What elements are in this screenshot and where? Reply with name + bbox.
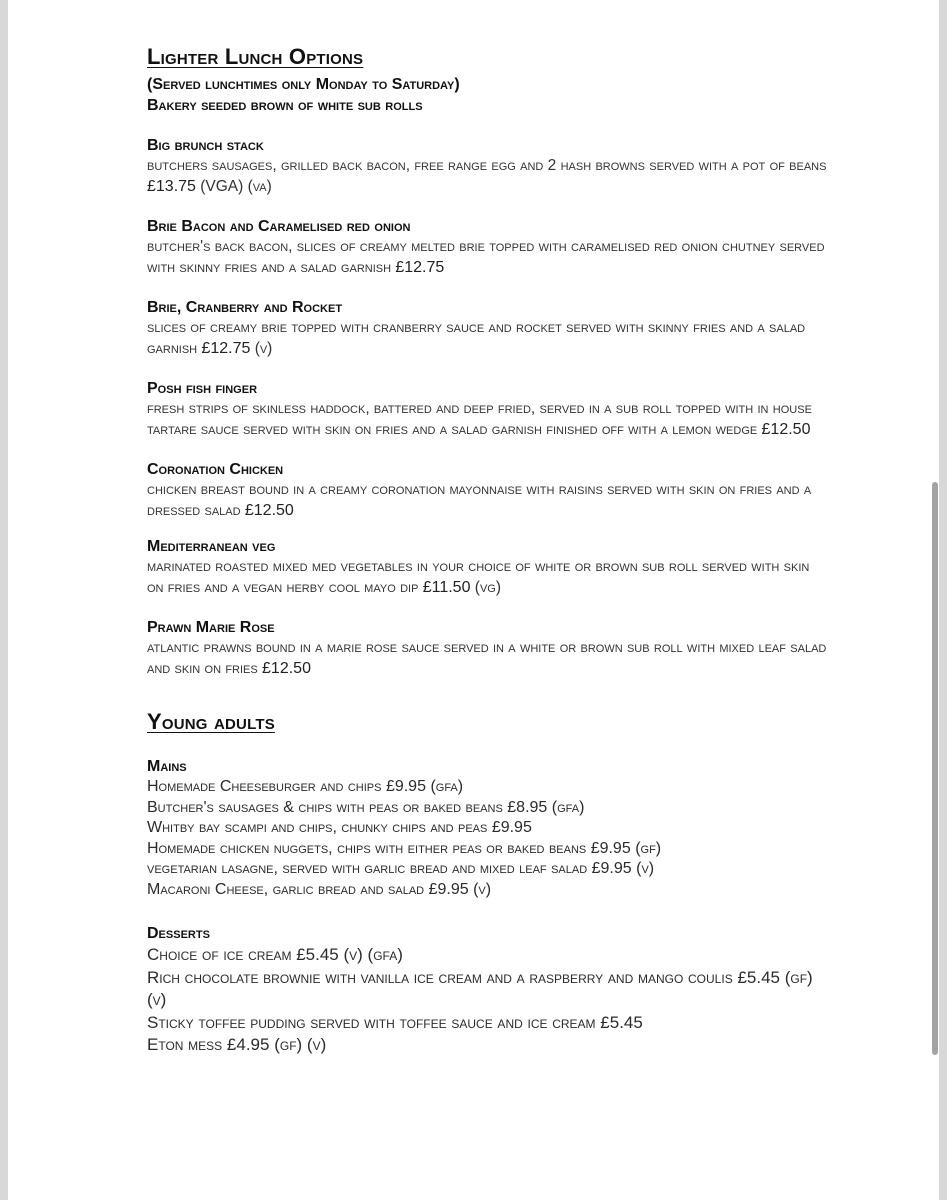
item-price: £4.95 (226, 1035, 270, 1054)
scrollbar-thumb[interactable] (932, 482, 938, 1055)
menu-item-name: Coronation Chicken (147, 461, 284, 478)
mains-item (147, 777, 827, 798)
menu-item-name: Posh fish finger (147, 380, 258, 397)
item-price: £5.45 (600, 1012, 643, 1032)
item-text: Choice of ice cream (147, 945, 292, 964)
item-text: Homemade chicken nuggets, chips with either peas or baked beans (147, 839, 587, 857)
menu-item-name: Big brunch stack (147, 137, 264, 154)
item-price: £5.45 (737, 967, 780, 987)
item-price: £9.95 (591, 860, 632, 877)
menu-item-name: Brie, Cranberry and Rocket (147, 299, 343, 316)
lighter-lunch-bread-note: Bakery seeded brown of white sub rolls (147, 97, 423, 114)
menu-item-price: £12.75 (395, 258, 445, 276)
menu-item-name: Brie Bacon and Caramelised red onion (147, 218, 411, 235)
dietary-tags: (VGA) (va) (200, 177, 272, 195)
dietary-tags: (v) (473, 880, 492, 898)
description-text: chicken breast bound in a creamy coronation mayonnaise with raisins served with skin on fries and a dressed salad (147, 481, 812, 519)
dietary-tags: (gf) (635, 839, 662, 857)
description-text: butcher's back bacon, slices of creamy melted brie topped with caramelised red onion chutney served with skinny fries and a salad garnish (147, 238, 825, 276)
description-text: fresh strips of skinless haddock, battered and deep fried, served in a sub roll topped with in house tartare sauce served with skin on fries and a salad garnish finished off with a lemon wedge (147, 400, 812, 438)
mains-item (147, 798, 827, 819)
dessert-item (147, 1012, 827, 1035)
menu-item-name: Mediterranean veg (147, 538, 276, 555)
item-price: £5.45 (296, 945, 339, 964)
desserts-section (147, 924, 827, 1057)
item-text: vegetarian lasagne, served with garlic bread and mixed leaf salad (147, 860, 588, 877)
section-title-young-adults: Young adults (147, 709, 275, 734)
menu-item-price: £11.50 (422, 578, 471, 596)
item-price: £9.95 (590, 839, 631, 857)
mains-item (147, 818, 827, 839)
mains-item (147, 839, 827, 860)
dietary-tags: (v) (254, 339, 273, 357)
description-text: butchers sausages, grilled back bacon, free range egg and 2 hash browns served with a pot of beans (147, 157, 827, 174)
dietary-tags: (v) (gfa) (343, 945, 403, 964)
section-title-lighter-lunch: Lighter Lunch Options (147, 44, 364, 69)
menu-item-price: £12.75 (201, 339, 251, 357)
menu-item-price: £12.50 (244, 501, 294, 519)
menu-item (147, 618, 827, 679)
item-text: Butcher's sausages & chips with peas or baked beans (147, 798, 503, 816)
menu-item-description (147, 399, 827, 440)
dietary-tags: (gfa) (430, 778, 464, 795)
menu-item (147, 298, 827, 359)
menu-item (147, 460, 827, 521)
menu-item-price: £13.75 (147, 177, 196, 195)
item-text: Sticky toffee pudding served with toffee sauce and ice cream (147, 1012, 596, 1032)
item-price: £8.95 (507, 798, 548, 816)
menu-item-name: Prawn Marie Rose (147, 619, 275, 636)
description-text: atlantic prawns bound in a marie rose sauce served in a white or brown sub roll with mixed leaf salad and skin on fries (147, 639, 827, 677)
menu-item-price: £12.50 (262, 659, 311, 677)
item-price: £9.95 (428, 880, 469, 898)
menu-content (147, 44, 827, 1057)
item-price: £9.95 (385, 778, 426, 795)
menu-item-description (147, 638, 827, 679)
menu-item (147, 537, 827, 598)
menu-item-description (147, 557, 827, 598)
dessert-item (147, 944, 827, 967)
lighter-lunch-serving-note: (Served lunchtimes only Monday to Saturday) (147, 76, 460, 93)
menu-item-description (147, 318, 827, 359)
menu-item (147, 217, 827, 278)
description-text: marinated roasted mixed med vegetables in your choice of white or brown sub roll served with skin on fries and a vegan herby cool mayo dip (147, 558, 810, 596)
dessert-item (147, 967, 827, 1012)
menu-item-description (147, 156, 827, 197)
item-text: Homemade Cheeseburger and chips (147, 778, 382, 795)
menu-item (147, 136, 827, 197)
item-text: Whitby bay scampi and chips, chunky chips and peas (147, 819, 488, 836)
item-price: £9.95 (491, 819, 532, 836)
item-text: Macaroni Cheese, garlic bread and salad (147, 880, 425, 898)
menu-item (147, 379, 827, 440)
desserts-heading: Desserts (147, 925, 210, 942)
mains-item (147, 880, 827, 901)
dietary-tags: (gfa) (551, 798, 585, 816)
dessert-item (147, 1034, 827, 1057)
item-text: Rich chocolate brownie with vanilla ice cream and a raspberry and mango coulis (147, 967, 733, 987)
menu-item-description (147, 237, 827, 278)
item-text: Eton mess (147, 1035, 223, 1054)
menu-item-description (147, 480, 827, 521)
mains-item (147, 859, 827, 880)
description-text: slices of creamy brie topped with cranberry sauce and rocket served with skinny fries and a salad garnish (147, 319, 806, 357)
menu-item-price: £12.50 (761, 420, 811, 438)
dietary-tags: (gf) (v) (147, 967, 813, 1009)
dietary-tags: (gf) (v) (274, 1035, 327, 1054)
dietary-tags: (vg) (474, 578, 501, 596)
mains-heading: Mains (147, 758, 187, 775)
dietary-tags: (v) (636, 860, 655, 877)
young-adults-section (147, 709, 827, 1057)
